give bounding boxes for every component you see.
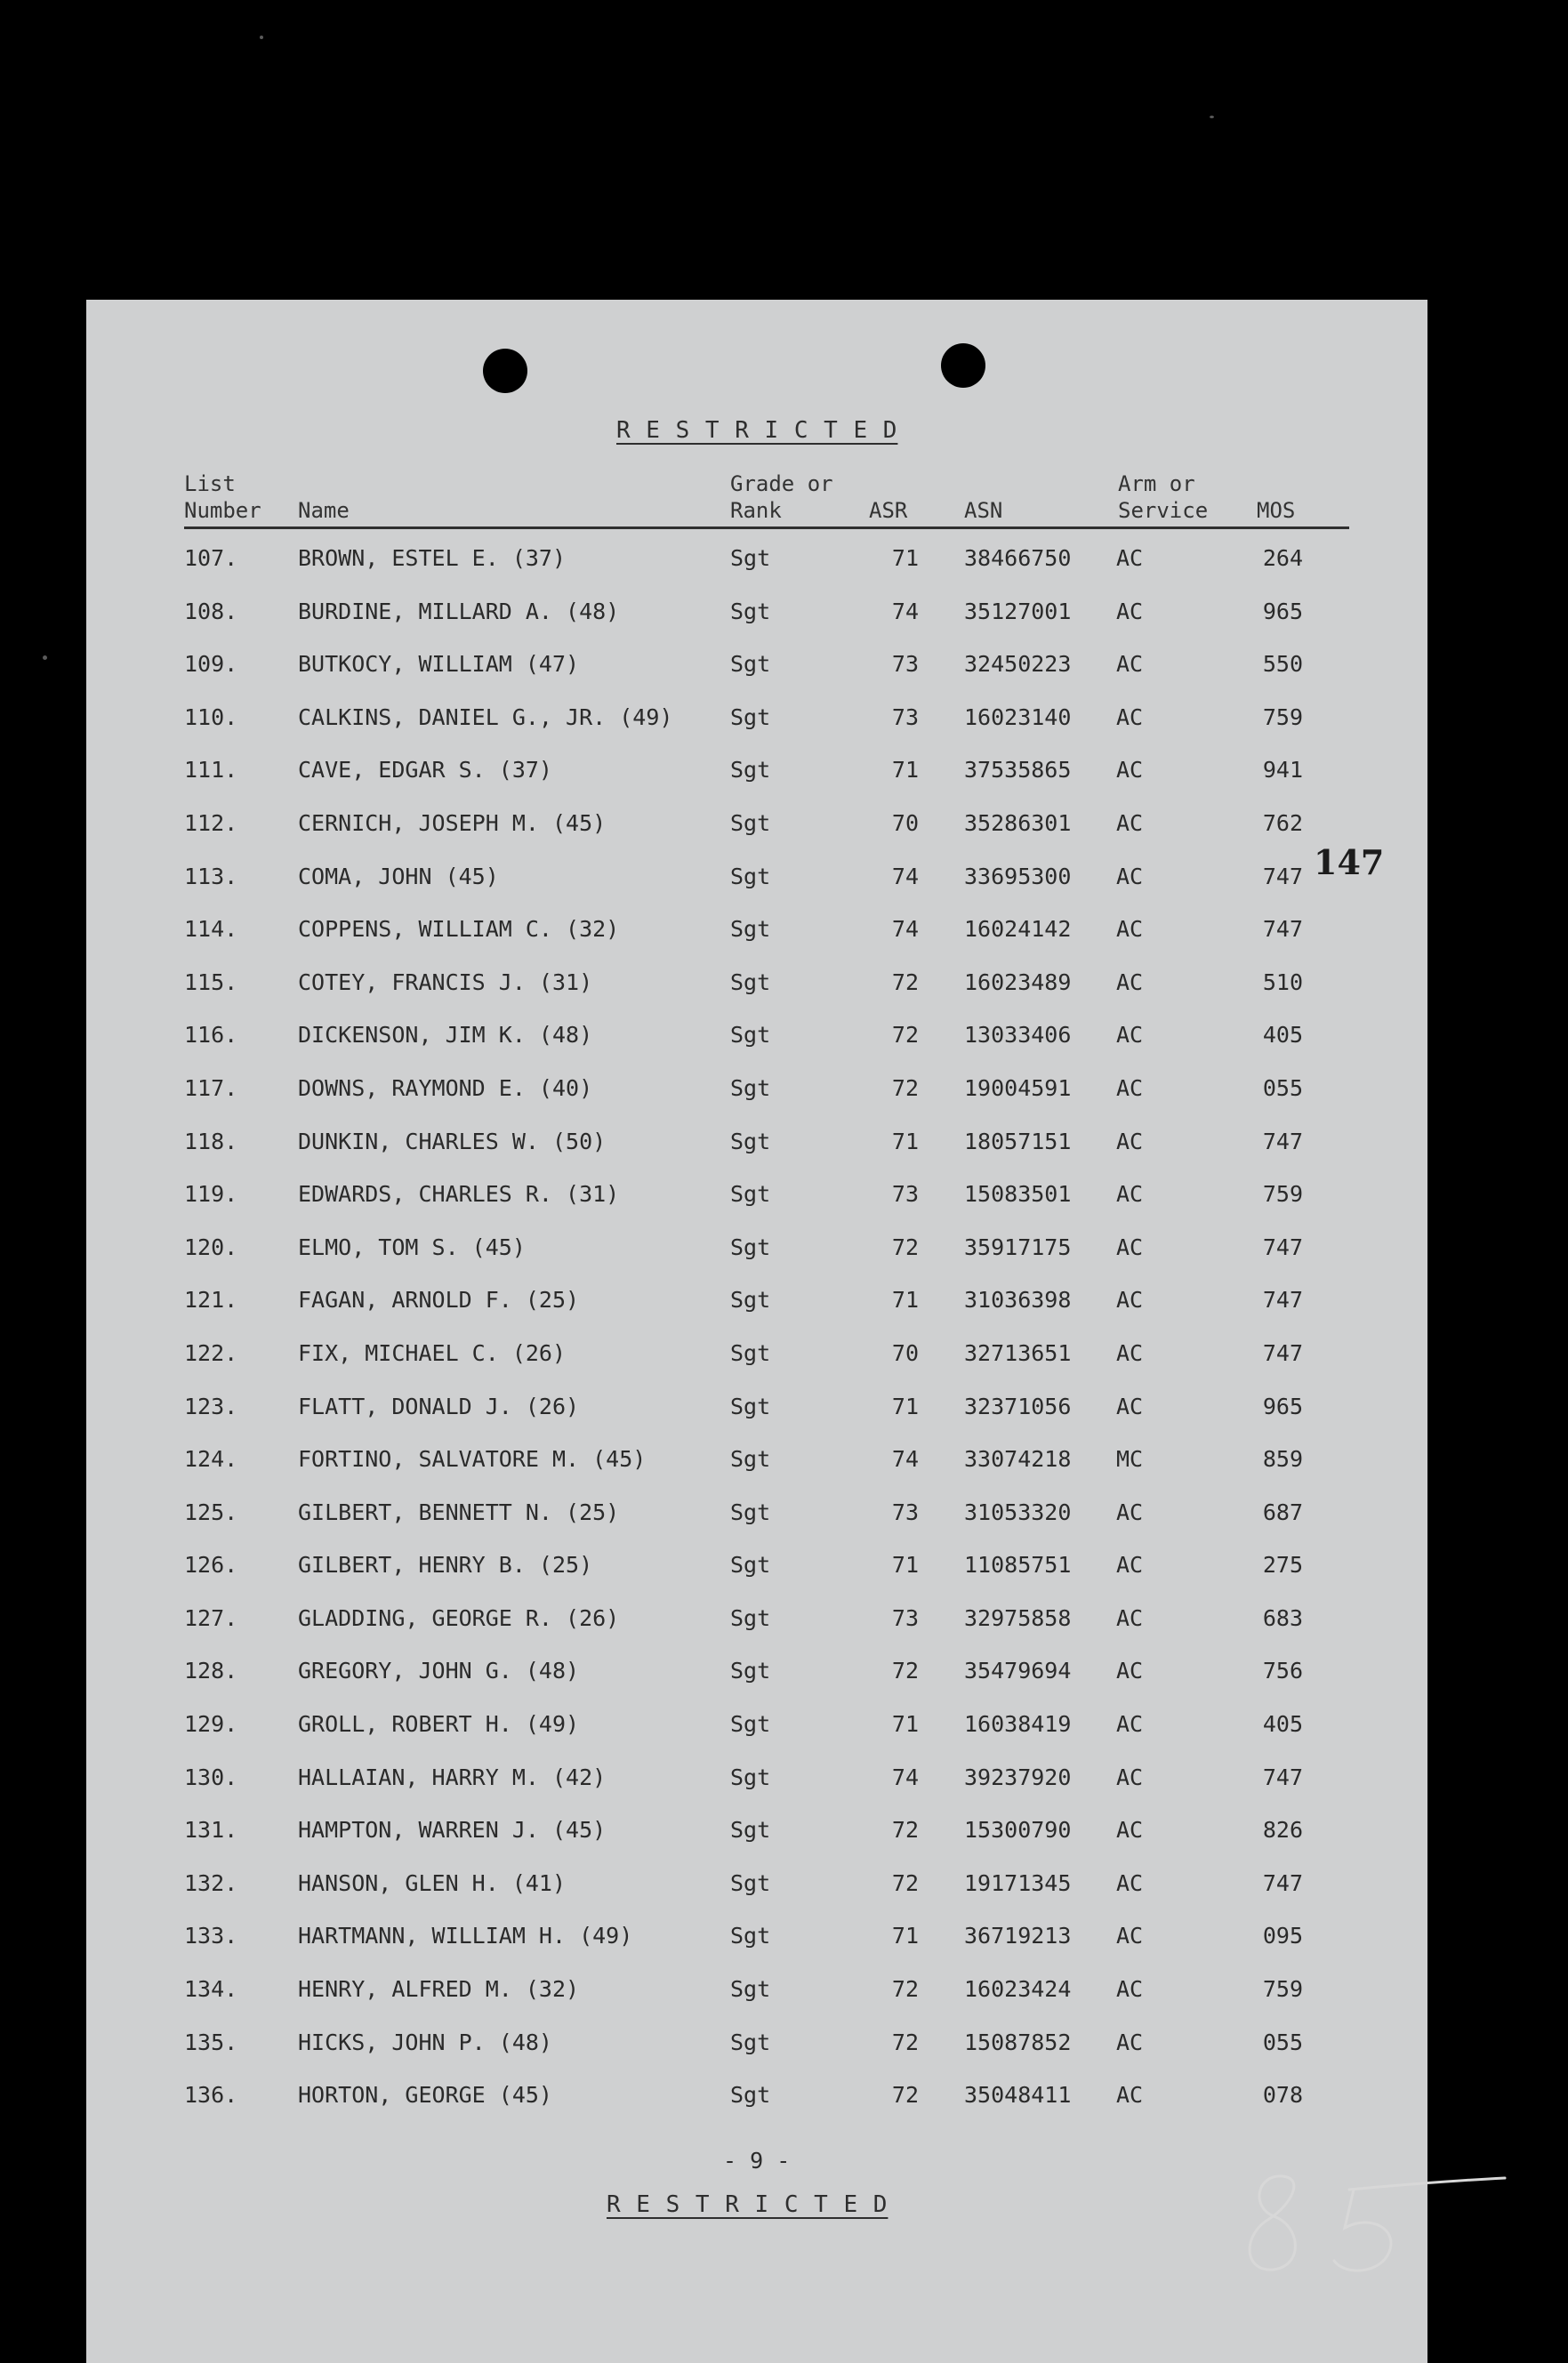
asr-score: 71 [891, 1393, 919, 1419]
grade-rank: Sgt [730, 916, 771, 943]
list-number: 133. [184, 1923, 238, 1949]
arm-service: AC [1116, 1869, 1144, 1896]
table-row [86, 1539, 1427, 1593]
list-number: 135. [184, 2029, 238, 2055]
arm-service: AC [1116, 1234, 1144, 1260]
scan-speck [1210, 116, 1214, 118]
table-row [86, 1434, 1427, 1487]
grade-rank: Sgt [730, 1339, 771, 1366]
personnel-name: FAGAN, ARNOLD F. (25) [298, 1287, 580, 1314]
column-header-name: Name [298, 498, 350, 523]
arm-service: AC [1116, 757, 1144, 784]
grade-rank: Sgt [730, 969, 771, 995]
asr-score: 72 [891, 2029, 919, 2055]
table-row [86, 639, 1427, 692]
serial-number: 32975858 [964, 1604, 1072, 1631]
binder-hole [483, 349, 527, 393]
personnel-name: DICKENSON, JIM K. (48) [298, 1022, 593, 1049]
grade-rank: Sgt [730, 863, 771, 889]
personnel-name: FORTINO, SALVATORE M. (45) [298, 1446, 647, 1473]
arm-service: AC [1116, 1339, 1144, 1366]
asr-score: 72 [891, 1817, 919, 1844]
serial-number: 16038419 [964, 1711, 1072, 1738]
list-number: 114. [184, 916, 238, 943]
table-row [86, 1009, 1427, 1063]
serial-number: 33074218 [964, 1446, 1072, 1473]
personnel-name: FLATT, DONALD J. (26) [298, 1393, 580, 1419]
asr-score: 71 [891, 545, 919, 571]
arm-service: AC [1116, 2082, 1144, 2109]
table-row [86, 1169, 1427, 1222]
arm-service: AC [1116, 969, 1144, 995]
list-number: 110. [184, 703, 238, 730]
mos-code: 941 [1262, 757, 1303, 784]
serial-number: 16024142 [964, 916, 1072, 943]
personnel-name: BURDINE, MILLARD A. (48) [298, 598, 620, 624]
arm-service: AC [1116, 1552, 1144, 1579]
table-row [86, 851, 1427, 904]
arm-service: AC [1116, 1923, 1144, 1949]
column-header-asn: ASN [964, 498, 1003, 523]
column-header-asr: ASR [869, 498, 908, 523]
classification-marking-bottom: R E S T R I C T E D [607, 2191, 889, 2218]
list-number: 127. [184, 1604, 238, 1631]
asr-score: 72 [891, 1234, 919, 1260]
personnel-name: BUTKOCY, WILLIAM (47) [298, 651, 580, 678]
mos-code: 095 [1262, 1923, 1303, 1949]
asr-score: 71 [891, 757, 919, 784]
personnel-name: HICKS, JOHN P. (48) [298, 2029, 552, 2055]
mos-code: 687 [1262, 1499, 1303, 1525]
serial-number: 35479694 [964, 1658, 1072, 1684]
grade-rank: Sgt [730, 809, 771, 836]
table-row [86, 1116, 1427, 1169]
page-number: - 9 - [723, 2148, 791, 2174]
asr-score: 70 [891, 1339, 919, 1366]
serial-number: 11085751 [964, 1552, 1072, 1579]
table-row [86, 1593, 1427, 1646]
list-number: 115. [184, 969, 238, 995]
personnel-name: HORTON, GEORGE (45) [298, 2082, 552, 2109]
list-number: 131. [184, 1817, 238, 1844]
asr-score: 73 [891, 1499, 919, 1525]
arm-service: AC [1116, 1393, 1144, 1419]
personnel-name: HANSON, GLEN H. (41) [298, 1869, 567, 1896]
personnel-table [86, 533, 1427, 2123]
serial-number: 15300790 [964, 1817, 1072, 1844]
mos-code: 747 [1262, 1339, 1303, 1366]
serial-number: 33695300 [964, 863, 1072, 889]
asr-score: 73 [891, 1604, 919, 1631]
grade-rank: Sgt [730, 1499, 771, 1525]
serial-number: 39237920 [964, 1764, 1072, 1790]
classification-marking-top: R E S T R I C T E D [616, 417, 898, 444]
table-row [86, 1645, 1427, 1699]
asr-score: 74 [891, 1764, 919, 1790]
mos-code: 747 [1262, 863, 1303, 889]
serial-number: 37535865 [964, 757, 1072, 784]
list-number: 123. [184, 1393, 238, 1419]
personnel-name: COPPENS, WILLIAM C. (32) [298, 916, 620, 943]
mos-code: 965 [1262, 1393, 1303, 1419]
list-number: 122. [184, 1339, 238, 1366]
mos-code: 055 [1262, 2029, 1303, 2055]
table-row [86, 1487, 1427, 1540]
mos-code: 826 [1262, 1817, 1303, 1844]
table-row [86, 2017, 1427, 2070]
document-page [86, 300, 1427, 2363]
serial-number: 16023489 [964, 969, 1072, 995]
grade-rank: Sgt [730, 1923, 771, 1949]
mos-code: 550 [1262, 651, 1303, 678]
arm-service: MC [1116, 1446, 1144, 1473]
table-row [86, 2070, 1427, 2123]
asr-score: 74 [891, 863, 919, 889]
grade-rank: Sgt [730, 1128, 771, 1154]
mos-code: 275 [1262, 1552, 1303, 1579]
asr-score: 72 [891, 1869, 919, 1896]
grade-rank: Sgt [730, 1711, 771, 1738]
grade-rank: Sgt [730, 1287, 771, 1314]
table-row [86, 1910, 1427, 1964]
grade-rank: Sgt [730, 651, 771, 678]
serial-number: 19004591 [964, 1074, 1072, 1101]
grade-rank: Sgt [730, 757, 771, 784]
arm-service: AC [1116, 1711, 1144, 1738]
arm-service: AC [1116, 863, 1144, 889]
handwritten-page-number [1220, 2158, 1514, 2292]
list-number: 111. [184, 757, 238, 784]
mos-code: 055 [1262, 1074, 1303, 1101]
mos-code: 405 [1262, 1711, 1303, 1738]
serial-number: 35127001 [964, 598, 1072, 624]
list-number: 130. [184, 1764, 238, 1790]
personnel-name: GILBERT, HENRY B. (25) [298, 1552, 593, 1579]
personnel-name: BROWN, ESTEL E. (37) [298, 545, 567, 571]
column-header-mos: MOS [1257, 498, 1296, 523]
personnel-name: DUNKIN, CHARLES W. (50) [298, 1128, 607, 1154]
personnel-name: HENRY, ALFRED M. (32) [298, 1976, 580, 2003]
personnel-name: HAMPTON, WARREN J. (45) [298, 1817, 607, 1844]
serial-number: 15083501 [964, 1181, 1072, 1208]
arm-service: AC [1116, 1817, 1144, 1844]
list-number: 121. [184, 1287, 238, 1314]
grade-rank: Sgt [730, 545, 771, 571]
grade-rank: Sgt [730, 1074, 771, 1101]
arm-service: AC [1116, 651, 1144, 678]
serial-number: 16023424 [964, 1976, 1072, 2003]
mos-code: 756 [1262, 1658, 1303, 1684]
grade-rank: Sgt [730, 1604, 771, 1631]
grade-rank: Sgt [730, 703, 771, 730]
asr-score: 71 [891, 1552, 919, 1579]
serial-number: 32713651 [964, 1339, 1072, 1366]
personnel-name: FIX, MICHAEL C. (26) [298, 1339, 567, 1366]
personnel-name: GROLL, ROBERT H. (49) [298, 1711, 580, 1738]
table-row [86, 744, 1427, 798]
arm-service: AC [1116, 1128, 1144, 1154]
table-row [86, 1063, 1427, 1116]
table-row [86, 1274, 1427, 1328]
grade-rank: Sgt [730, 1552, 771, 1579]
mos-code: 759 [1262, 703, 1303, 730]
asr-score: 70 [891, 809, 919, 836]
asr-score: 71 [891, 1711, 919, 1738]
list-number: 129. [184, 1711, 238, 1738]
arm-service: AC [1116, 598, 1144, 624]
mos-code: 747 [1262, 1128, 1303, 1154]
list-number: 107. [184, 545, 238, 571]
serial-number: 19171345 [964, 1869, 1072, 1896]
serial-number: 16023140 [964, 703, 1072, 730]
table-row [86, 1964, 1427, 2017]
serial-number: 18057151 [964, 1128, 1072, 1154]
asr-score: 72 [891, 1074, 919, 1101]
serial-number: 32450223 [964, 651, 1072, 678]
grade-rank: Sgt [730, 1869, 771, 1896]
mos-code: 759 [1262, 1976, 1303, 2003]
scan-speck [43, 655, 47, 660]
mos-code: 859 [1262, 1446, 1303, 1473]
personnel-name: CERNICH, JOSEPH M. (45) [298, 809, 607, 836]
personnel-name: ELMO, TOM S. (45) [298, 1234, 526, 1260]
mos-code: 747 [1262, 1287, 1303, 1314]
arm-service: AC [1116, 809, 1144, 836]
arm-service: AC [1116, 1181, 1144, 1208]
serial-number: 35048411 [964, 2082, 1072, 2109]
mos-code: 510 [1262, 969, 1303, 995]
mos-code: 747 [1262, 1234, 1303, 1260]
mos-code: 405 [1262, 1022, 1303, 1049]
grade-rank: Sgt [730, 1446, 771, 1473]
asr-score: 71 [891, 1923, 919, 1949]
mos-code: 762 [1262, 809, 1303, 836]
serial-number: 31053320 [964, 1499, 1072, 1525]
personnel-name: GREGORY, JOHN G. (48) [298, 1658, 580, 1684]
list-number: 125. [184, 1499, 238, 1525]
personnel-name: EDWARDS, CHARLES R. (31) [298, 1181, 620, 1208]
asr-score: 73 [891, 651, 919, 678]
mos-code: 683 [1262, 1604, 1303, 1631]
column-header-grade: Grade or Rank [730, 471, 833, 523]
serial-number: 38466750 [964, 545, 1072, 571]
asr-score: 72 [891, 1658, 919, 1684]
list-number: 108. [184, 598, 238, 624]
mos-code: 965 [1262, 598, 1303, 624]
serial-number: 35286301 [964, 809, 1072, 836]
list-number: 118. [184, 1128, 238, 1154]
serial-number: 15087852 [964, 2029, 1072, 2055]
mos-code: 747 [1262, 916, 1303, 943]
header-rule [184, 526, 1349, 529]
grade-rank: Sgt [730, 1181, 771, 1208]
asr-score: 74 [891, 916, 919, 943]
page-stamp-number: 147 [1314, 842, 1385, 882]
table-row [86, 904, 1427, 957]
list-number: 120. [184, 1234, 238, 1260]
list-number: 117. [184, 1074, 238, 1101]
grade-rank: Sgt [730, 2082, 771, 2109]
asr-score: 72 [891, 2082, 919, 2109]
mos-code: 747 [1262, 1869, 1303, 1896]
asr-score: 73 [891, 703, 919, 730]
asr-score: 74 [891, 598, 919, 624]
table-row [86, 798, 1427, 851]
arm-service: AC [1116, 703, 1144, 730]
list-number: 113. [184, 863, 238, 889]
list-number: 112. [184, 809, 238, 836]
serial-number: 36719213 [964, 1923, 1072, 1949]
mos-code: 078 [1262, 2082, 1303, 2109]
list-number: 116. [184, 1022, 238, 1049]
arm-service: AC [1116, 1604, 1144, 1631]
table-row [86, 1222, 1427, 1275]
asr-score: 72 [891, 1976, 919, 2003]
list-number: 109. [184, 651, 238, 678]
table-row [86, 957, 1427, 1010]
table-row [86, 1328, 1427, 1381]
grade-rank: Sgt [730, 1817, 771, 1844]
serial-number: 13033406 [964, 1022, 1072, 1049]
asr-score: 71 [891, 1287, 919, 1314]
mos-code: 264 [1262, 545, 1303, 571]
table-row [86, 1381, 1427, 1435]
list-number: 128. [184, 1658, 238, 1684]
personnel-name: COTEY, FRANCIS J. (31) [298, 969, 593, 995]
personnel-name: HALLAIAN, HARRY M. (42) [298, 1764, 607, 1790]
arm-service: AC [1116, 1499, 1144, 1525]
column-header-list-number: List Number [184, 471, 261, 523]
scan-speck [260, 36, 263, 39]
personnel-name: CAVE, EDGAR S. (37) [298, 757, 552, 784]
table-row [86, 1752, 1427, 1805]
grade-rank: Sgt [730, 1976, 771, 2003]
arm-service: AC [1116, 1074, 1144, 1101]
list-number: 132. [184, 1869, 238, 1896]
binder-hole [941, 343, 985, 388]
asr-score: 71 [891, 1128, 919, 1154]
column-header-arm: Arm or Service [1118, 471, 1209, 523]
table-row [86, 1804, 1427, 1858]
asr-score: 72 [891, 969, 919, 995]
table-row [86, 1858, 1427, 1911]
personnel-name: CALKINS, DANIEL G., JR. (49) [298, 703, 673, 730]
arm-service: AC [1116, 1764, 1144, 1790]
grade-rank: Sgt [730, 1393, 771, 1419]
serial-number: 31036398 [964, 1287, 1072, 1314]
table-row [86, 692, 1427, 745]
serial-number: 32371056 [964, 1393, 1072, 1419]
grade-rank: Sgt [730, 1022, 771, 1049]
arm-service: AC [1116, 1287, 1144, 1314]
serial-number: 35917175 [964, 1234, 1072, 1260]
list-number: 126. [184, 1552, 238, 1579]
list-number: 124. [184, 1446, 238, 1473]
personnel-name: COMA, JOHN (45) [298, 863, 499, 889]
arm-service: AC [1116, 545, 1144, 571]
arm-service: AC [1116, 1976, 1144, 2003]
grade-rank: Sgt [730, 598, 771, 624]
mos-code: 747 [1262, 1764, 1303, 1790]
table-row [86, 586, 1427, 639]
list-number: 136. [184, 2082, 238, 2109]
arm-service: AC [1116, 916, 1144, 943]
list-number: 134. [184, 1976, 238, 2003]
grade-rank: Sgt [730, 1234, 771, 1260]
mos-code: 759 [1262, 1181, 1303, 1208]
asr-score: 73 [891, 1181, 919, 1208]
personnel-name: GILBERT, BENNETT N. (25) [298, 1499, 620, 1525]
arm-service: AC [1116, 1022, 1144, 1049]
asr-score: 72 [891, 1022, 919, 1049]
grade-rank: Sgt [730, 1764, 771, 1790]
personnel-name: DOWNS, RAYMOND E. (40) [298, 1074, 593, 1101]
list-number: 119. [184, 1181, 238, 1208]
table-row [86, 533, 1427, 586]
arm-service: AC [1116, 1658, 1144, 1684]
arm-service: AC [1116, 2029, 1144, 2055]
grade-rank: Sgt [730, 2029, 771, 2055]
table-row [86, 1699, 1427, 1752]
personnel-name: HARTMANN, WILLIAM H. (49) [298, 1923, 633, 1949]
personnel-name: GLADDING, GEORGE R. (26) [298, 1604, 620, 1631]
asr-score: 74 [891, 1446, 919, 1473]
grade-rank: Sgt [730, 1658, 771, 1684]
